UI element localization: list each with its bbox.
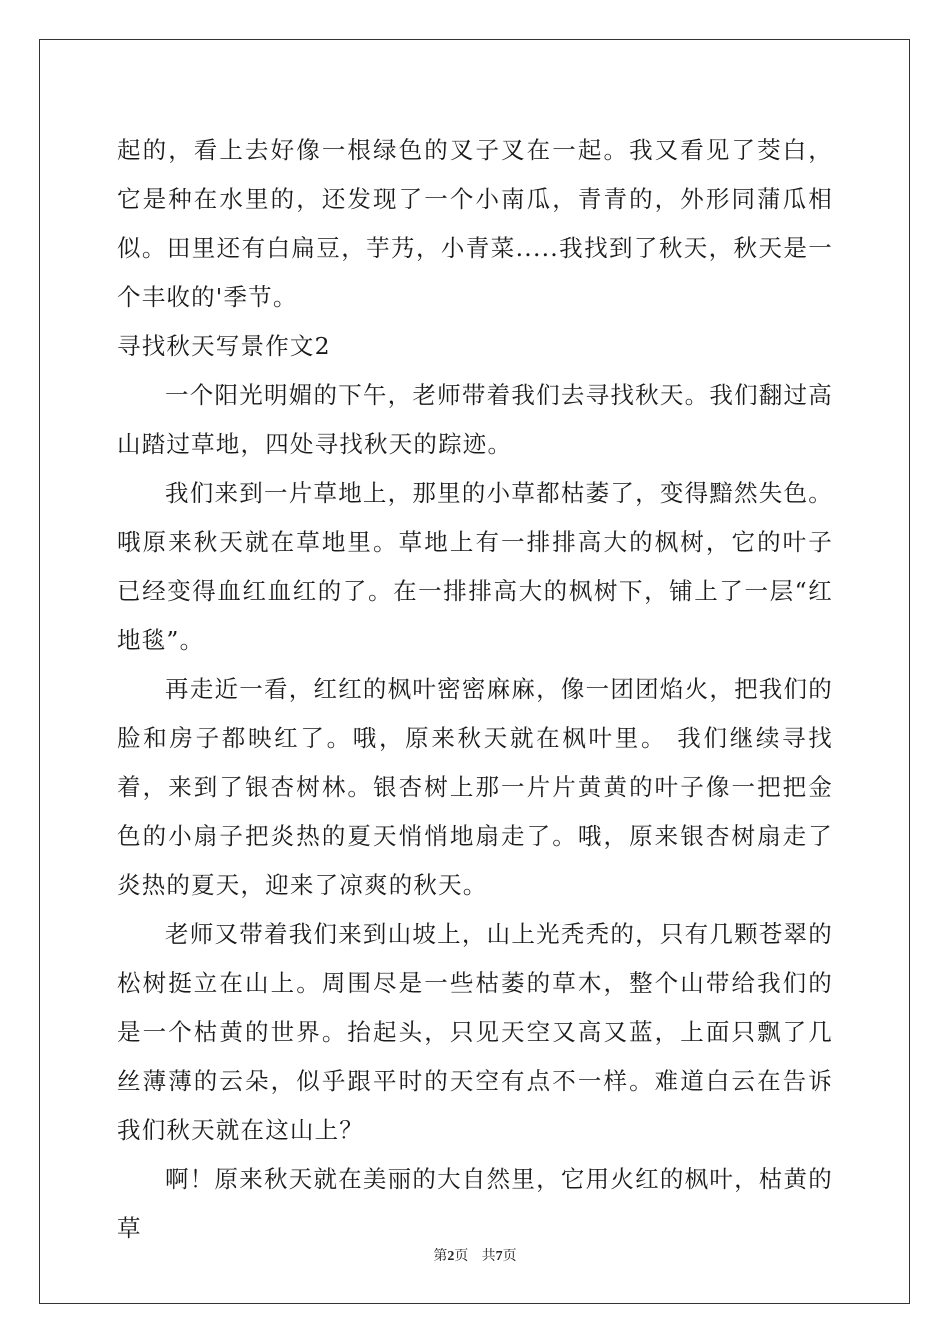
paragraph: 我们来到一片草地上，那里的小草都枯萎了，变得黯然失色。哦原来秋天就在草地里。草地上有一排排高大的枫树，它的叶子已经变得血红血红的了。在一排排高大的枫树下，铺上了一层“红地毯”。 [117, 479, 833, 654]
total-suffix: 页 [502, 1248, 517, 1264]
section-heading: 寻找秋天写景作文2 [117, 332, 331, 360]
paragraph: 老师又带着我们来到山坡上，山上光秃秃的，只有几颗苍翠的松树挺立在山上。周围尽是一些枯萎的草木，整个山带给我们的是一个枯黄的世界。抬起头，只见天空又高又蓝，上面只飘了几丝薄薄的云朵，似乎跟平时的天空有点不一样。难道白云在告诉我们秋天就在这山上？ [117, 920, 833, 1144]
paragraph-continuation: 起的，看上去好像一根绿色的叉子叉在一起。我又看见了茭白，它是种在水里的，还发现了一个小南瓜，青青的，外形同蒲瓜相似。田里还有白扁豆，芋艿，小青菜.....我找到了秋天，秋天是一个丰收的'季节。 [117, 136, 833, 311]
total-prefix: 共 [481, 1248, 496, 1264]
page-footer [0, 1246, 950, 1267]
page-suffix: 页 [454, 1248, 469, 1264]
paragraph: 啊！原来秋天就在美丽的大自然里，它用火红的枫叶，枯黄的草 [117, 1165, 833, 1242]
document-body [117, 126, 833, 1253]
page-prefix: 第 [433, 1248, 448, 1264]
total-pages: 7 [495, 1249, 503, 1264]
page-number: 2 [447, 1249, 455, 1264]
paragraph: 再走近一看，红红的枫叶密密麻麻，像一团团焰火，把我们的脸和房子都映红了。哦，原来秋天就在枫叶里。 我们继续寻找着，来到了银杏树林。银杏树上那一片片黄黄的叶子像一把把金色的小扇子把炎热的夏天悄悄地扇走了。哦，原来银杏树扇走了炎热的夏天，迎来了凉爽的秋天。 [117, 675, 833, 899]
paragraph: 一个阳光明媚的下午，老师带着我们去寻找秋天。我们翻过高山踏过草地，四处寻找秋天的踪迹。 [117, 381, 833, 458]
